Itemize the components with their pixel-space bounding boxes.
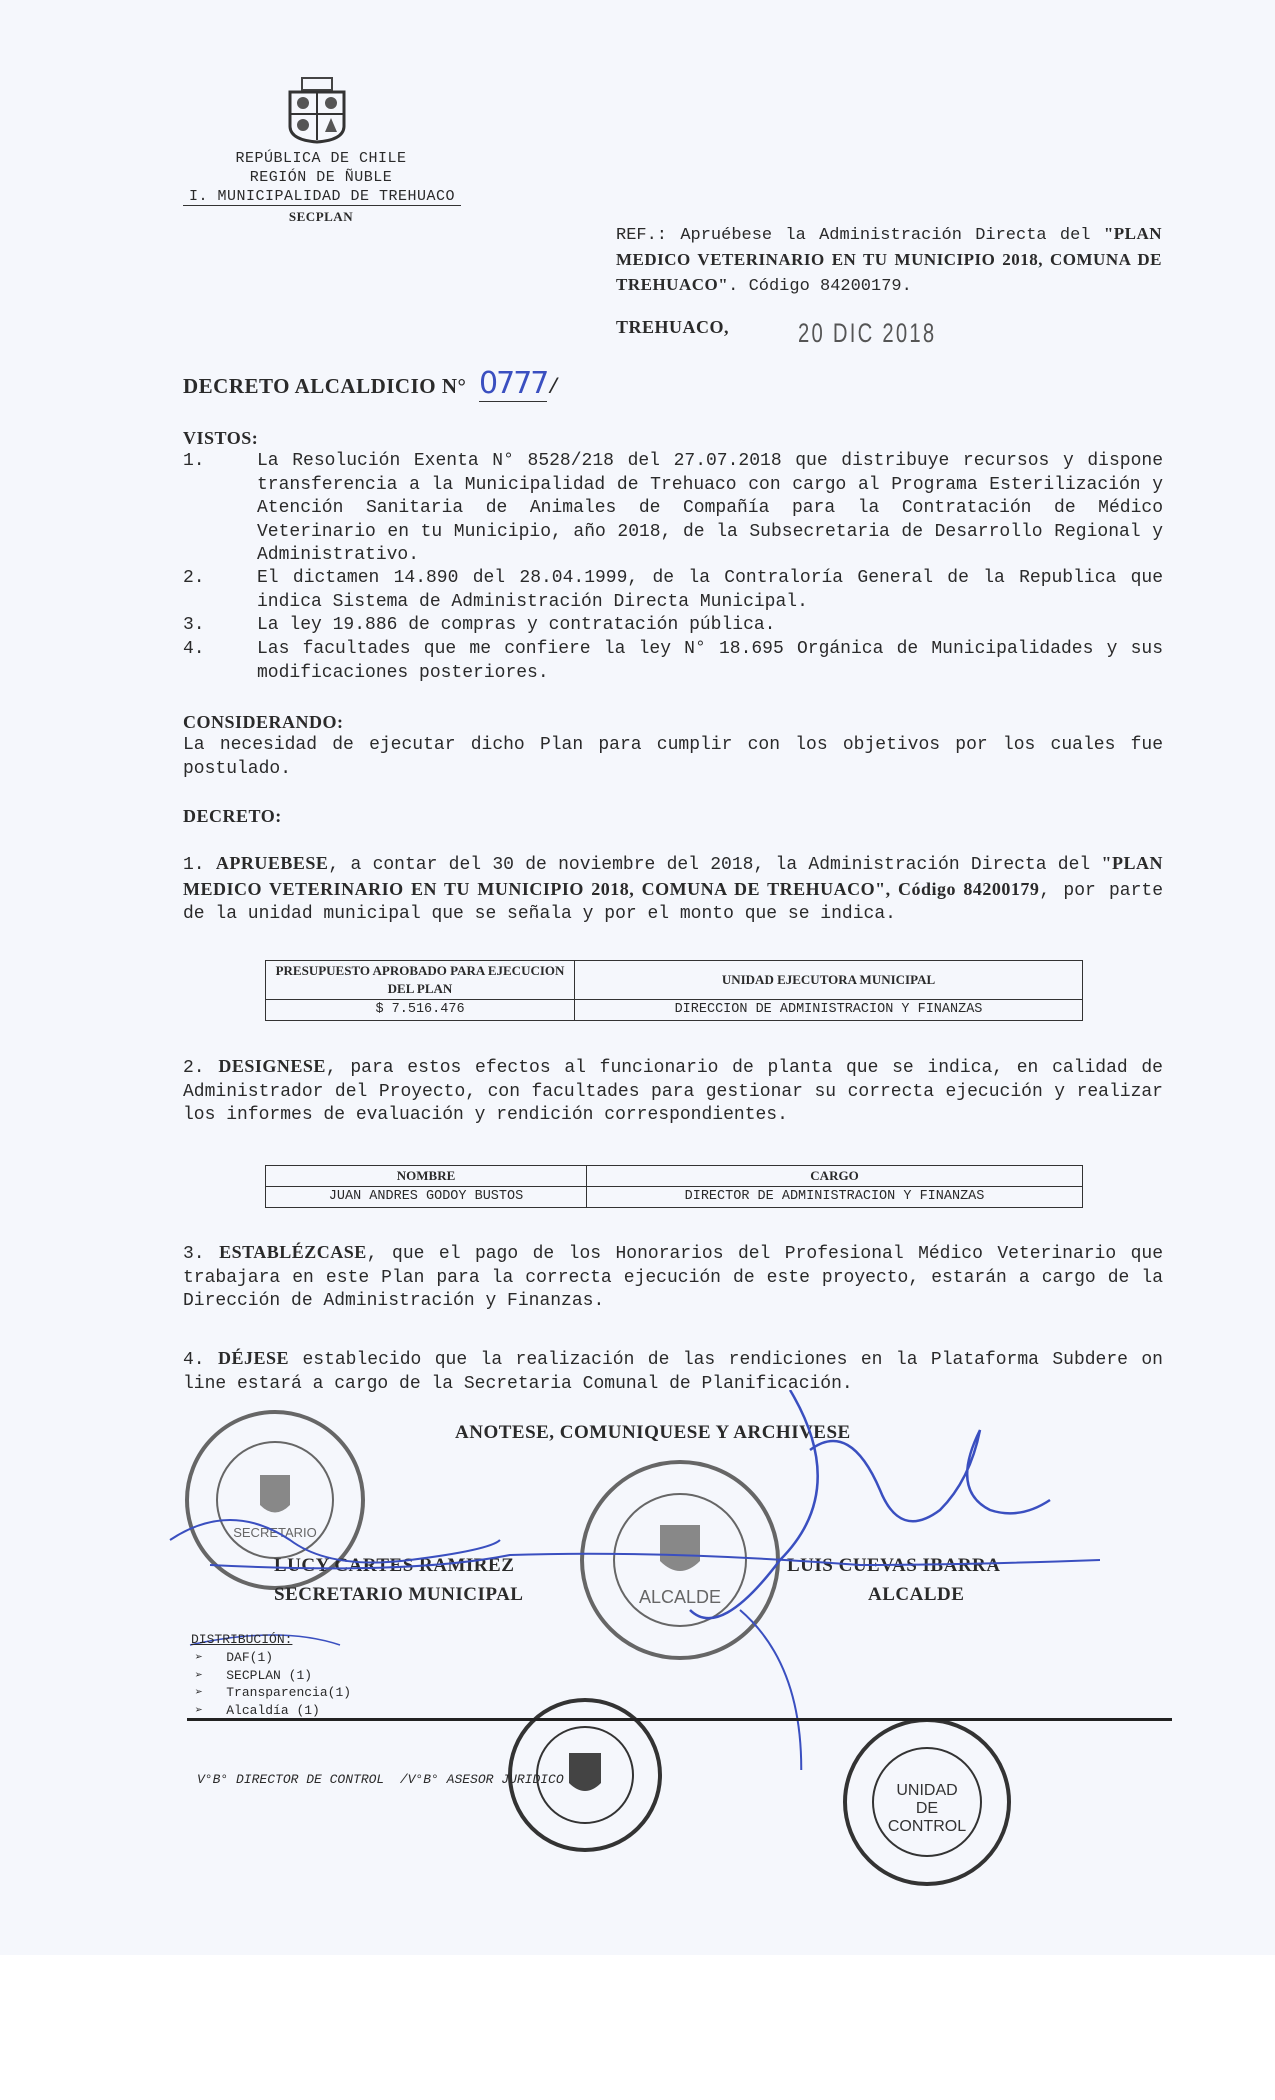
distribution-label: Transparencia(1) (226, 1685, 352, 1700)
svg-text:UNIDAD: UNIDAD (896, 1782, 958, 1799)
table-header: NOMBRE (266, 1166, 587, 1187)
vistos-item (183, 567, 1163, 614)
ref-label: REF.: (616, 226, 668, 245)
arrow-bullet-icon: ➢ (195, 1685, 203, 1700)
item-text: Las facultades que me confiere la ley N° 18.695 Orgánica de Municipalidades y sus modificaciones posteriores. (257, 639, 1163, 683)
distribution-heading: DISTRIBUCIÓN: (191, 1632, 293, 1647)
header-country: REPÚBLICA DE CHILE (235, 150, 407, 167)
reference-block (616, 222, 1162, 299)
administrator-role: DIRECTOR DE ADMINISTRACION Y FINANZAS (587, 1187, 1083, 1208)
vistos-heading: VISTOS: (183, 428, 259, 448)
distribution-item (195, 1649, 351, 1667)
article-text: establecido que la realización de las rendiciones en la Plataforma Subdere on line estará a cargo de la Secretaria Comunal de Planificación. (183, 1350, 1163, 1394)
article-number: 3. (183, 1244, 205, 1264)
signatory-role: SECRETARIO MUNICIPAL (274, 1584, 524, 1605)
vistos-item (183, 638, 1163, 685)
arrow-bullet-icon: ➢ (195, 1667, 203, 1683)
distribution-item (195, 1667, 351, 1685)
closing-formula: ANOTESE, COMUNIQUESE Y ARCHIVESE (455, 1422, 851, 1443)
article-number: 4. (183, 1350, 205, 1370)
decreto-heading: DECRETO: (183, 806, 282, 826)
item-number: 2. (183, 568, 205, 588)
article-1 (183, 852, 1163, 927)
ref-code: . Código 84200179. (728, 277, 912, 296)
item-text: El dictamen 14.890 del 28.04.1999, de la Contraloría General de la Republica que indica Sistema de Administración Directa Municipal. (257, 568, 1163, 612)
date-stamp: 20 DIC 2018 (798, 318, 937, 348)
svg-text:CONTROL: CONTROL (887, 1818, 967, 1835)
article-text: , por parte de la unidad municipal que se señala y por el monto que se indica. (183, 880, 1163, 924)
header-municipality: I. MUNICIPALIDAD DE TREHUACO (183, 188, 461, 206)
arrow-bullet-icon: ➢ (195, 1650, 203, 1665)
municipal-crest-logo (286, 76, 348, 144)
vobo-line: V°B° DIRECTOR DE CONTROL /V°B° ASESOR JURIDICO (197, 1772, 564, 1787)
place: TREHUACO, (616, 317, 730, 337)
decree-title: DECRETO ALCALDICIO N° (183, 374, 467, 398)
distribution-label: Alcaldía (1) (226, 1702, 320, 1718)
vistos-item (183, 450, 1163, 568)
item-number: 4. (183, 639, 205, 659)
article-plan-name: "PLAN MEDICO VETERINARIO EN TU MUNICIPIO 2018, COMUNA DE TREHUACO", Código 84200179 (183, 853, 1163, 899)
item-number: 1. (183, 451, 205, 471)
budget-amount: $ 7.516.476 (266, 1000, 575, 1021)
signatory-name: LUIS CUEVAS IBARRA (787, 1555, 1001, 1576)
budget-table (265, 960, 1083, 1021)
item-number: 3. (183, 615, 205, 635)
article-keyword: DESIGNESE (218, 1056, 326, 1076)
article-3 (183, 1241, 1163, 1314)
svg-text:ALCALDE: ALCALDE (638, 1587, 722, 1607)
item-text: La ley 19.886 de compras y contratación pública. (257, 615, 776, 635)
ref-plan-name: "PLAN MEDICO VETERINARIO EN TU MUNICIPIO 2018, COMUNA DE TREHUACO" (616, 224, 1163, 294)
distribution-item (195, 1702, 351, 1720)
article-4 (183, 1347, 1163, 1396)
distribution-list (195, 1649, 351, 1719)
decree-slash: / (547, 377, 560, 400)
administrator-table (265, 1165, 1083, 1208)
table-header: PRESUPUESTO APROBADO PARA EJECUCION DEL PLAN (266, 961, 575, 1000)
administrator-name: JUAN ANDRES GODOY BUSTOS (266, 1187, 587, 1208)
executing-unit: DIRECCION DE ADMINISTRACION Y FINANZAS (575, 1000, 1083, 1021)
vistos-item (183, 614, 1163, 638)
decree-title-row (183, 366, 560, 401)
article-keyword: ESTABLÉZCASE (219, 1242, 367, 1262)
article-text: , a contar del 30 de noviembre del 2018, la Administración Directa del (328, 855, 1102, 875)
article-text: , para estos efectos al funcionario de planta que se indica, en calidad de Administrador del Proyecto, con facultades para gestionar su correcta ejecución y realizar los informes de evaluación y rendición correspondientes. (183, 1058, 1163, 1125)
header-department: SECPLAN (288, 209, 354, 224)
signatory-name: LUCY CARTES RAMIREZ (274, 1555, 515, 1576)
considerando-heading: CONSIDERANDO: (183, 712, 344, 732)
article-number: 2. (183, 1058, 205, 1078)
article-keyword: DÉJESE (218, 1348, 290, 1368)
signatory-role: ALCALDE (868, 1584, 965, 1605)
article-number: 1. (183, 855, 205, 875)
ref-text: Apruébese la Administración Directa del (680, 226, 1091, 245)
distribution-label: SECPLAN (1) (226, 1667, 313, 1683)
distribution-label: DAF(1) (226, 1650, 274, 1665)
distribution-item (195, 1684, 351, 1702)
svg-text:DE: DE (915, 1800, 939, 1817)
table-header: CARGO (587, 1166, 1083, 1187)
item-text: La Resolución Exenta N° 8528/218 del 27.07.2018 que distribuye recursos y dispone transferencia a la Municipalidad de Trehuaco con cargo al Programa Esterilización y Atención Sanitaria de Animales de Compañía para la Contratación de Médico Veterinario en tu Municipio, año 2018, de la Subsecretaria de Desarrollo Regional y Administrativo. (257, 451, 1163, 565)
table-header: UNIDAD EJECUTORA MUNICIPAL (575, 961, 1083, 1000)
decree-number-handwritten: 0777 (479, 366, 548, 401)
considerando-text: La necesidad de ejecutar dicho Plan para cumplir con los objetivos por los cuales fue postulado. (183, 735, 1163, 779)
header-region: REGIÓN DE ÑUBLE (249, 169, 393, 186)
article-keyword: APRUEBESE (215, 853, 329, 873)
article-text: , que el pago de los Honorarios del Profesional Médico Veterinario que trabajara en este Plan para la correcta ejecución de este proyecto, estarán a cargo de la Dirección de Administración y Finanzas. (183, 1244, 1163, 1311)
article-2 (183, 1055, 1163, 1128)
divider-line (187, 1718, 1172, 1721)
svg-text:SECRETARIO: SECRETARIO (233, 1525, 317, 1540)
arrow-bullet-icon: ➢ (195, 1702, 203, 1718)
